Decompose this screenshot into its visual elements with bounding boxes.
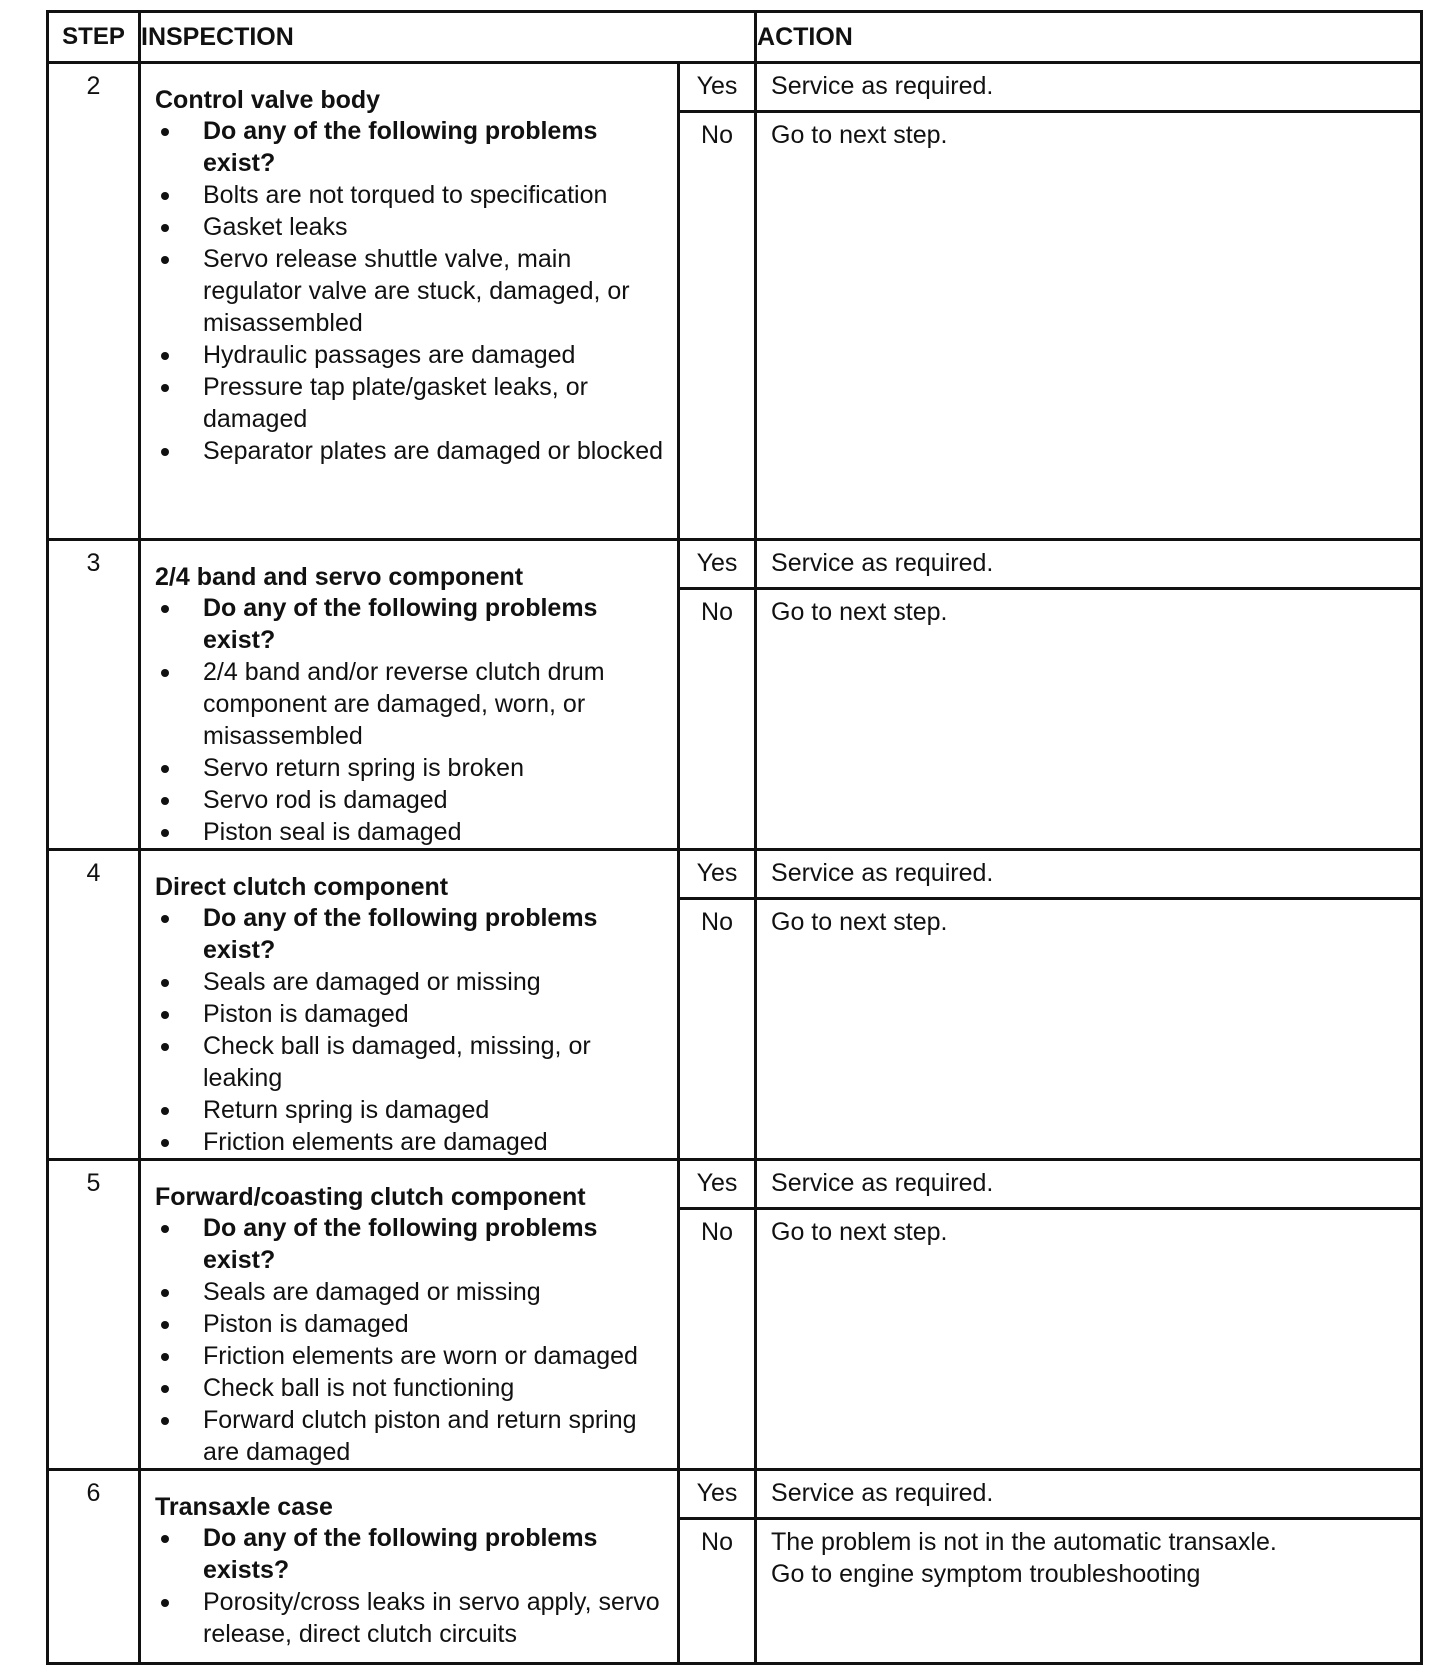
problem-question: Do any of the following problems exist?: [155, 592, 669, 656]
inspection-cell: [140, 1470, 679, 1664]
steps-body: [48, 63, 1422, 1664]
no-action: Go to next step.: [756, 589, 1422, 850]
problem-item: Check ball is not functioning: [155, 1372, 669, 1404]
step-number: 4: [48, 850, 140, 1160]
no-action: Go to next step.: [756, 112, 1422, 540]
problem-item: Forward clutch piston and return spring are damaged: [155, 1404, 669, 1468]
problem-list: [155, 1522, 669, 1650]
problem-question: Do any of the following problems exists?: [155, 1522, 669, 1586]
step-header: STEP: [48, 12, 140, 63]
problem-item: Servo release shuttle valve, main regulator valve are stuck, damaged, or misassembled: [155, 243, 669, 339]
step-number: 2: [48, 63, 140, 540]
yes-action: Service as required.: [756, 1160, 1422, 1209]
problem-item: Pressure tap plate/gasket leaks, or damaged: [155, 371, 669, 435]
inspection-title: Forward/coasting clutch component: [155, 1183, 586, 1211]
yes-label: Yes: [679, 1160, 756, 1209]
problem-item: Bolts are not torqued to specification: [155, 179, 669, 211]
inspection-cell: [140, 850, 679, 1160]
no-action-line: Go to engine symptom troubleshooting: [771, 1560, 1201, 1588]
problem-item: Porosity/cross leaks in servo apply, servo release, direct clutch circuits: [155, 1586, 669, 1650]
problem-list: [155, 1212, 669, 1468]
inspection-title: Direct clutch component: [155, 873, 449, 901]
header-row: [48, 12, 1422, 63]
yes-label: Yes: [679, 540, 756, 589]
step-number: 5: [48, 1160, 140, 1470]
inspection-cell: [140, 1160, 679, 1470]
step-row-6: [48, 1470, 1422, 1519]
yes-label: Yes: [679, 63, 756, 112]
no-label: No: [679, 112, 756, 540]
action-header: ACTION: [756, 12, 1422, 63]
problem-item: Friction elements are damaged: [155, 1126, 669, 1158]
inspection-title: Transaxle case: [155, 1493, 333, 1521]
problem-list: [155, 115, 669, 467]
inspection-header: INSPECTION: [140, 12, 756, 63]
no-action: Go to next step.: [756, 1209, 1422, 1470]
inspection-table: [46, 10, 1423, 1665]
step-number: 3: [48, 540, 140, 850]
problem-item: Gasket leaks: [155, 211, 669, 243]
yes-label: Yes: [679, 850, 756, 899]
problem-item: Piston seal is damaged: [155, 816, 669, 848]
no-label: No: [679, 899, 756, 1160]
problem-item: Friction elements are worn or damaged: [155, 1340, 669, 1372]
problem-list: [155, 902, 669, 1158]
problem-item: Seals are damaged or missing: [155, 966, 669, 998]
yes-action: Service as required.: [756, 63, 1422, 112]
inspection-cell: [140, 63, 679, 540]
inspection-cell: [140, 540, 679, 850]
problem-item: Check ball is damaged, missing, or leaking: [155, 1030, 669, 1094]
yes-action: Service as required.: [756, 1470, 1422, 1519]
problem-item: Return spring is damaged: [155, 1094, 669, 1126]
problem-item: 2/4 band and/or reverse clutch drum component are damaged, worn, or misassembled: [155, 656, 669, 752]
yes-action: Service as required.: [756, 850, 1422, 899]
no-label: No: [679, 1519, 756, 1664]
no-action: Go to next step.: [756, 899, 1422, 1160]
problem-item: Servo return spring is broken: [155, 752, 669, 784]
inspection-title: Control valve body: [155, 86, 381, 114]
no-label: No: [679, 1209, 756, 1470]
problem-item: Piston is damaged: [155, 1308, 669, 1340]
no-action-line: The problem is not in the automatic transaxle.: [771, 1528, 1277, 1556]
problem-item: Hydraulic passages are damaged: [155, 339, 669, 371]
problem-item: Piston is damaged: [155, 998, 669, 1030]
no-action: [756, 1519, 1422, 1664]
problem-question: Do any of the following problems exist?: [155, 1212, 669, 1276]
problem-item: Seals are damaged or missing: [155, 1276, 669, 1308]
yes-label: Yes: [679, 1470, 756, 1519]
step-number: 6: [48, 1470, 140, 1664]
problem-question: Do any of the following problems exist?: [155, 902, 669, 966]
problem-item: Separator plates are damaged or blocked: [155, 435, 669, 467]
inspection-title: 2/4 band and servo component: [155, 563, 524, 591]
step-row-5: [48, 1160, 1422, 1209]
problem-list: [155, 592, 669, 848]
step-row-3: [48, 540, 1422, 589]
problem-item: Servo rod is damaged: [155, 784, 669, 816]
no-label: No: [679, 589, 756, 850]
problem-question: Do any of the following problems exist?: [155, 115, 669, 179]
step-row-4: [48, 850, 1422, 899]
step-row-2: [48, 63, 1422, 112]
yes-action: Service as required.: [756, 540, 1422, 589]
